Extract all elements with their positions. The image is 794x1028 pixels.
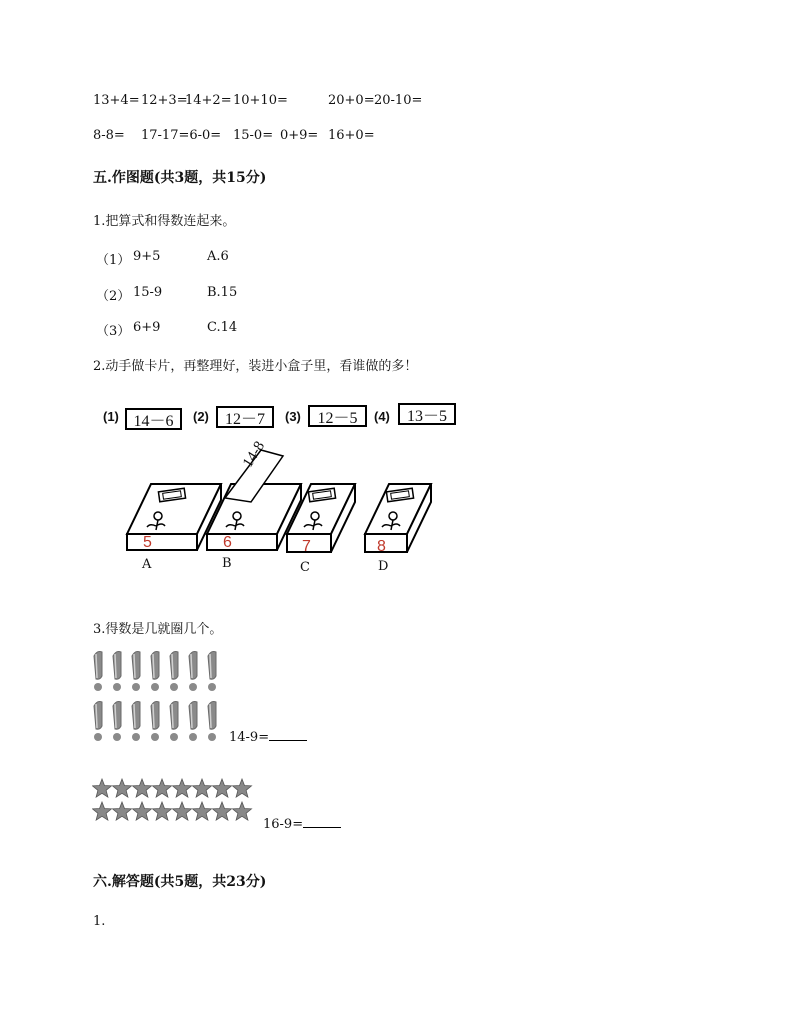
section-5-title: 五.作图题(共3题，共15分) [93, 170, 267, 186]
equation: 12+3= [141, 93, 188, 108]
box-number: 5 [143, 534, 152, 551]
pencil-icon [189, 652, 197, 692]
box-number: 8 [377, 538, 386, 555]
box-number: 6 [223, 534, 232, 551]
answer-blank[interactable] [269, 728, 307, 741]
star-rows [92, 778, 258, 824]
equation-text: 16-9= [263, 817, 304, 832]
equation: 20+0= [328, 93, 375, 108]
equation: 0+9= [280, 128, 319, 143]
expression-card: 12－5 [308, 405, 367, 427]
equations-row-2 [0, 128, 794, 146]
pencil-icon [94, 702, 102, 742]
pencil-icon [208, 702, 216, 742]
star-icon [233, 802, 252, 820]
star-icon [213, 779, 232, 797]
question-3-equation-1 [229, 728, 307, 745]
equation: 8-8= [93, 128, 125, 143]
question-3-equation-2 [263, 815, 341, 832]
equation: 20-10= [374, 93, 423, 108]
card-label: (1) [103, 409, 119, 424]
star-icon [113, 779, 132, 797]
match-row-number: （3） [96, 324, 131, 339]
pencil-icon [151, 652, 159, 692]
star-icon [93, 779, 112, 797]
pencil-icon [113, 702, 121, 742]
pencil-icon [113, 652, 121, 692]
pencil-icon [151, 702, 159, 742]
card-label: (4) [374, 409, 390, 424]
box-letter: B [222, 556, 232, 571]
box-illustration [0, 440, 794, 580]
equation: 16+0= [328, 128, 375, 143]
pencil-icon [208, 652, 216, 692]
star-icon [193, 802, 212, 820]
expression-card: 12－7 [216, 406, 274, 428]
card-label: (2) [193, 409, 209, 424]
match-row-answer: B.15 [207, 285, 238, 300]
box-letter: A [142, 557, 152, 572]
match-row-answer: C.14 [207, 320, 238, 335]
question-3-prompt: 3.得数是几就圈几个。 [93, 622, 223, 637]
match-row-number: （2） [96, 289, 131, 304]
equation-text: 14-9= [229, 730, 270, 745]
pencil-icon [132, 652, 140, 692]
star-icon [173, 779, 192, 797]
card-slip-text: 14-8 [240, 438, 269, 471]
star-icon [113, 802, 132, 820]
box-letter: D [378, 559, 389, 574]
match-row-expression: 15-9 [133, 285, 163, 300]
equation: 10+10= [233, 93, 288, 108]
equations-row-1 [0, 93, 794, 111]
card-label: (3) [285, 409, 301, 424]
match-row-expression: 9+5 [133, 249, 161, 264]
box-number: 7 [302, 538, 311, 555]
question-2-prompt: 2.动手做卡片，再整理好，装进小盒子里，看谁做的多！ [93, 359, 418, 374]
star-icon [233, 779, 252, 797]
equation: 15-0= [233, 128, 274, 143]
expression-card: 14－6 [125, 408, 182, 430]
star-icon [173, 802, 192, 820]
match-row-expression: 6+9 [133, 320, 161, 335]
expression-card: 13－5 [398, 403, 456, 425]
pencil-icon [170, 702, 178, 742]
question-1-prompt: 1.把算式和得数连起来。 [93, 214, 236, 229]
star-icon [133, 779, 152, 797]
equation: 13+4= [93, 93, 140, 108]
section-6-title: 六.解答题(共5题，共23分) [93, 874, 267, 890]
section-6-question-1: 1. [93, 914, 106, 929]
box-d [365, 484, 431, 552]
answer-blank[interactable] [303, 815, 341, 828]
pencil-icon [94, 652, 102, 692]
star-icon [133, 802, 152, 820]
star-icon [153, 779, 172, 797]
star-icon [153, 802, 172, 820]
pencil-icon [132, 702, 140, 742]
match-row-number: （1） [96, 253, 131, 268]
pencil-icon [189, 702, 197, 742]
box-letter: C [300, 560, 310, 575]
star-icon [213, 802, 232, 820]
star-icon [93, 802, 112, 820]
pencil-icon [170, 652, 178, 692]
star-icon [193, 779, 212, 797]
match-row-answer: A.6 [207, 249, 229, 264]
equation: 14+2= [185, 93, 232, 108]
pencil-rows [88, 648, 228, 744]
equation: 17-17=6-0= [141, 128, 222, 143]
